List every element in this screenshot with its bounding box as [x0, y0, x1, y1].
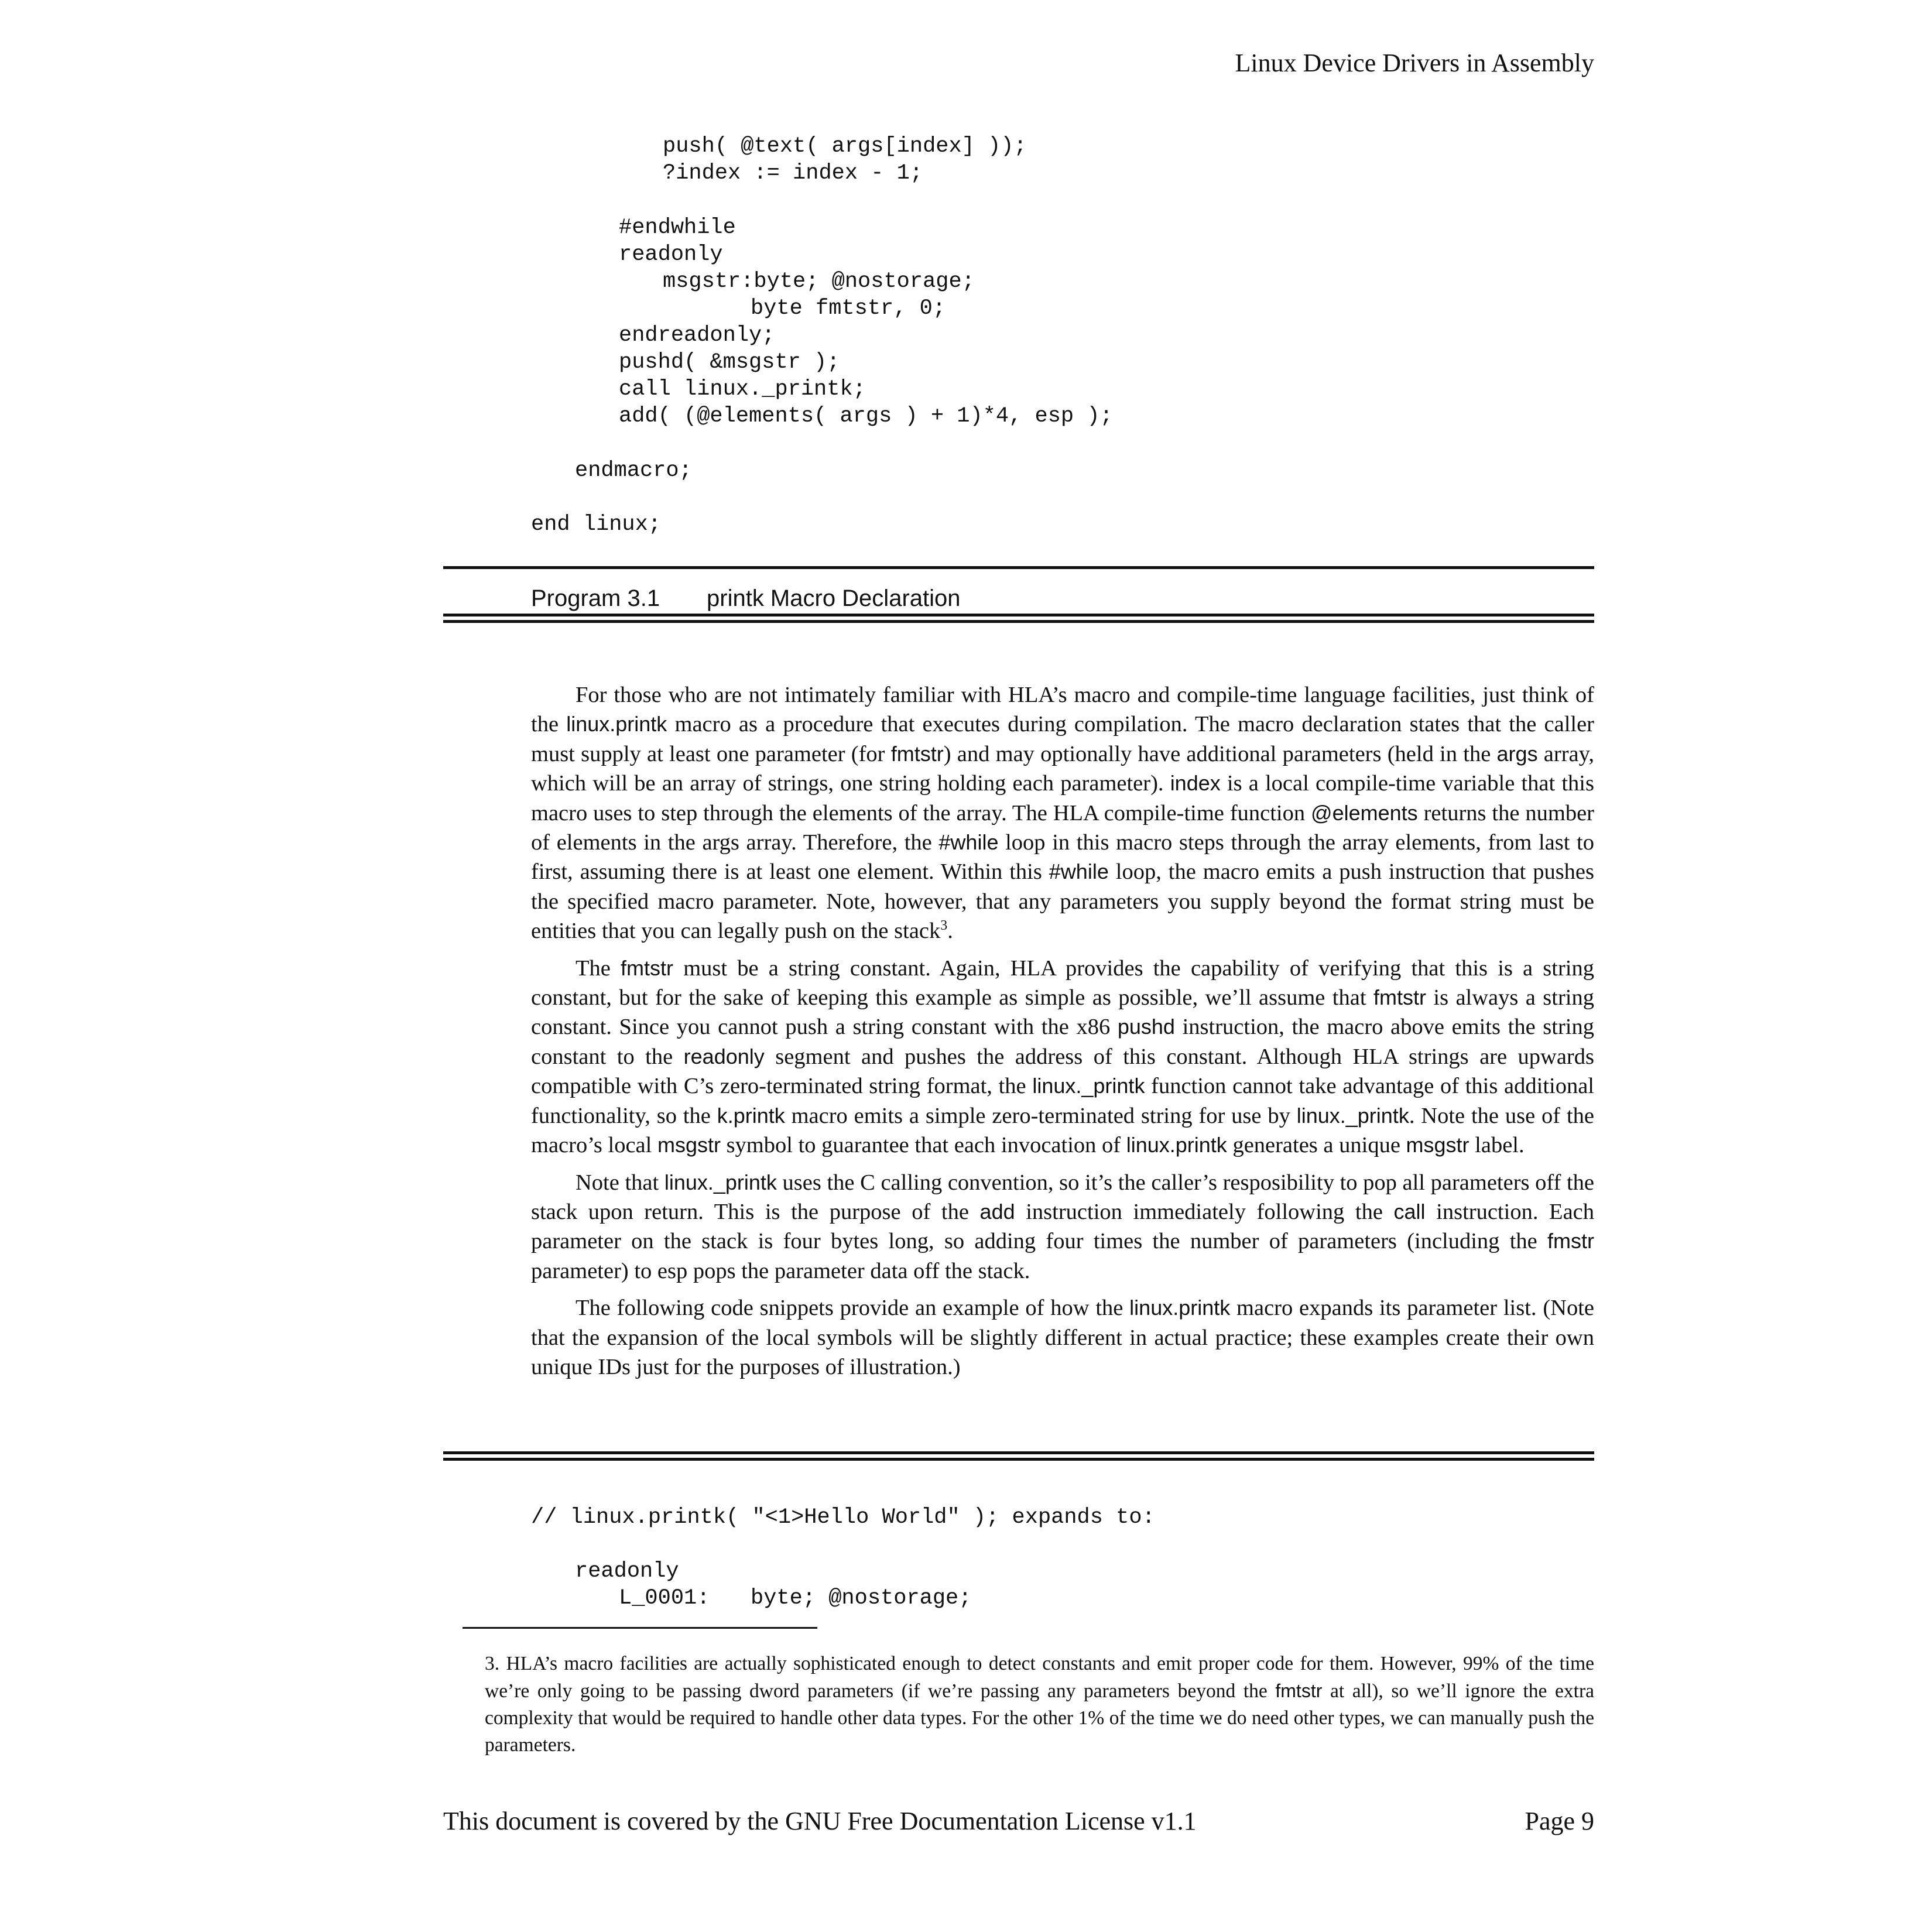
paragraph: Note that linux._printk uses the C calling convention, so it’s the caller’s resposibility to pop all parameters off the stack upon return. This is the purpose of the add instruction immediately following the call instruction. Each parameter on the stack is four bytes long, so adding four times the number of parameters (including the fmstr parameter) to esp pops the parameter data off the stack. — [531, 1170, 1594, 1283]
code-line: push( @text( args[index] )); — [663, 134, 1027, 159]
license-footer: This document is covered by the GNU Free Documentation License v1.1 — [443, 1807, 1197, 1835]
running-header: Linux Device Drivers in Assembly — [1235, 49, 1594, 77]
program-label: Program 3.1 — [531, 585, 660, 611]
code-line: msgstr:byte; @nostorage; — [663, 269, 975, 294]
code-line: endmacro; — [575, 458, 692, 483]
paragraph: The fmtstr must be a string constant. Again, HLA provides the capability of verifying that this is a string constant, but for the sake of keeping this example as simple as possible, we’ll assume that fmtstr is always a string constant. Since you cannot push a string constant with the x86 pushd instruction, the macro above emits the string constant to the readonly segment and pushes the address of this constant. Although HLA strings are upwards compatible with C’s zero-terminated string format, the linux._printk function cannot take advantage of this additional functionality, so the k.printk macro emits a simple zero-terminated string for use by linux._printk. Note the use of the macro’s local msgstr symbol to guarantee that each invocation of linux.printk generates a unique msgstr label. — [531, 955, 1595, 1158]
code-rule-double-2 — [443, 1458, 1594, 1461]
code-line: add( (@elements( args ) + 1)*4, esp ); — [619, 404, 1113, 429]
code-line: call linux._printk; — [619, 377, 866, 402]
code-line: byte; @nostorage; — [751, 1586, 972, 1611]
paragraph: For those who are not intimately familiar with HLA’s macro and compile-time language facilities, just think of the linux.printk macro as a procedure that executes during compilation. The macro declaration states that the caller must supply at least one parameter (for fmtstr) and may optionally have additional parameters (held in the args array, which will be an array of strings, one string holding each parameter). index is a local compile-time variable that this macro uses to step through the elements of the array. The HLA compile-time function @elements returns the number of elements in the args array. Therefore, the #while loop in this macro steps through the array elements, from last to first, assuming there is at least one element. Within this #while loop, the macro emits a push instruction that pushes the specified macro parameter. Note, however, that any parameters you supply beyond the format string must be entities that you can legally push on the stack$^3$. — [531, 683, 1594, 944]
footnote-rule — [463, 1627, 817, 1629]
caption-rule-top — [443, 566, 1594, 569]
code-line: pushd( &msgstr ); — [619, 350, 840, 375]
caption-rule-double-1 — [443, 614, 1594, 616]
code-line: L_0001: — [619, 1586, 710, 1611]
caption-rule-double-2 — [443, 620, 1594, 623]
code-line: ?index := index - 1; — [663, 161, 923, 186]
page-number: Page 9 — [1525, 1807, 1594, 1835]
code-line: endreadonly; — [619, 323, 775, 348]
code-line: readonly — [619, 242, 723, 267]
body-text — [531, 680, 1594, 1389]
footnote-ref: 3 — [940, 918, 948, 934]
program-title: printk Macro Declaration — [707, 585, 961, 611]
program-caption — [531, 585, 961, 612]
code-line: // linux.printk( "<1>Hello World" ); expands to: — [531, 1505, 1155, 1530]
code-line: #endwhile — [619, 215, 736, 240]
paragraph: The following code snippets provide an example of how the linux.printk macro expands its parameter list. (Note that the expansion of the local symbols will be slightly different in actual practice; these examples create their own unique IDs just for the purposes of illustration.) — [531, 1296, 1594, 1379]
code-line: end linux; — [531, 512, 662, 537]
code-line: byte fmtstr, 0; — [751, 296, 946, 321]
code-line: readonly — [575, 1559, 679, 1584]
footnote: 3. HLA’s macro facilities are actually sophisticated enough to detect constants and emit proper code for them. However, 99% of the time we’re only going to be passing dword parameters (if we’re passing any parameters beyond the fmtstr at all), so we’ll ignore the extra complexity that would be required to handle other data types. For the other 1% of the time we do need other types, we can manually push the parameters. — [485, 1653, 1594, 1756]
code-rule-double-1 — [443, 1451, 1594, 1454]
